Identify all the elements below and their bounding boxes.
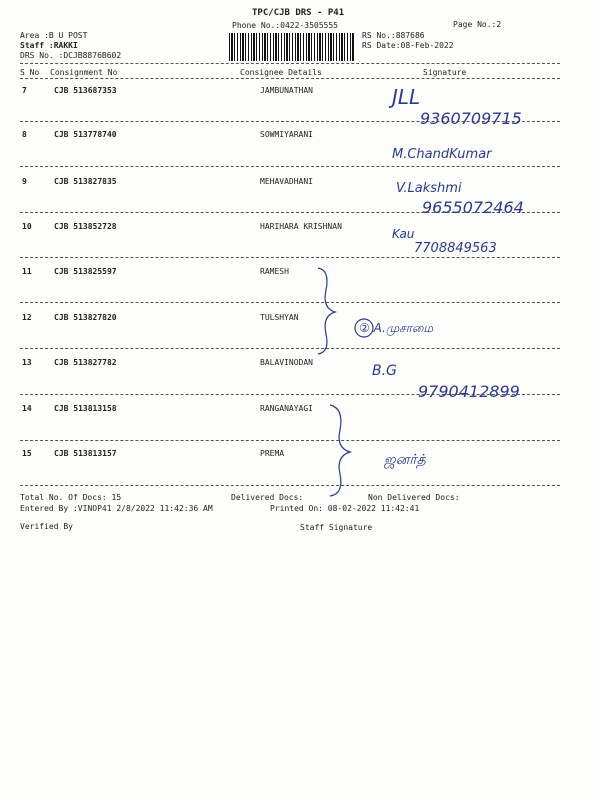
table-row — [0, 449, 600, 495]
row-sno: 14 — [22, 404, 32, 413]
row-divider — [20, 166, 560, 167]
row-consignment: CJB 513827782 — [54, 358, 117, 367]
row-consignee: RAMESH — [260, 267, 289, 276]
staff-signature: Staff Signature — [300, 523, 373, 532]
row-consignee: TULSHYAN — [260, 313, 299, 322]
barcode — [229, 33, 355, 61]
signature-row9-name: V.Lakshmi — [396, 181, 462, 196]
row-divider — [20, 348, 560, 349]
row-divider — [20, 212, 560, 213]
row-divider — [20, 121, 560, 122]
row-consignment: CJB 513827835 — [54, 177, 117, 186]
staff-label: Staff :RAKKI — [20, 41, 78, 50]
table-row — [0, 267, 600, 313]
signature-rows14-15: ஜனர்த் — [384, 452, 426, 468]
row-divider — [20, 302, 560, 303]
row-consignee: JAMBUNATHAN — [260, 86, 313, 95]
row-consignee: SOWMIYARANI — [260, 130, 313, 139]
area-label: Area :B U POST — [20, 31, 88, 40]
printed-on: Printed On: 08-02-2022 11:42:41 — [270, 504, 420, 513]
table-row — [0, 177, 600, 223]
row-divider — [20, 440, 560, 441]
row-consignment: CJB 513778740 — [54, 130, 117, 139]
column-header-sno: S No — [20, 68, 40, 77]
row-consignee: HARIHARA KRISHNAN — [260, 222, 342, 231]
column-header-divider — [20, 78, 560, 79]
table-row — [0, 313, 600, 359]
column-header-consignment: Consignment No — [50, 68, 118, 77]
signature-row7-name: JLL — [392, 85, 421, 109]
row-sno: 7 — [22, 86, 27, 95]
rs-number: RS No.:887686 — [362, 31, 425, 40]
row-sno: 11 — [22, 267, 32, 276]
header-divider — [20, 63, 560, 64]
signature-row13-name: B.G — [372, 363, 397, 379]
row-divider — [20, 485, 560, 486]
column-header-signature: Signature — [423, 68, 467, 77]
page-number: Page No.:2 — [453, 20, 502, 29]
row-sno: 13 — [22, 358, 32, 367]
row-consignment: CJB 513813157 — [54, 449, 117, 458]
table-row — [0, 222, 600, 268]
row-sno: 12 — [22, 313, 32, 322]
row-consignment: CJB 513813158 — [54, 404, 117, 413]
row-consignee: MEHAVADHANI — [260, 177, 313, 186]
document-title: TPC/CJB DRS - P41 — [252, 8, 345, 18]
table-row — [0, 358, 600, 404]
delivered-docs: Delivered Docs: — [231, 493, 304, 502]
verified-by: Verified By — [20, 522, 73, 531]
signature-row10-phone: 7708849563 — [414, 241, 497, 256]
drs-number: DRS No. :DCJB8876B602 — [20, 51, 122, 60]
rs-date: RS Date:08-Feb-2022 — [362, 41, 454, 50]
signature-row13-phone: 9790412899 — [418, 382, 520, 401]
row-divider — [20, 257, 560, 258]
row-sno: 10 — [22, 222, 32, 231]
row-consignee: RANGANAYAGI — [260, 404, 313, 413]
table-row — [0, 86, 600, 132]
row-consignment: CJB 513852728 — [54, 222, 117, 231]
signature-row7-phone: 9360709715 — [420, 109, 522, 128]
table-row — [0, 130, 600, 176]
entered-by: Entered By :VINOP41 2/8/2022 11:42:36 AM — [20, 504, 213, 513]
row-consignee: BALAVINODAN — [260, 358, 313, 367]
row-divider — [20, 394, 560, 395]
column-header-consignee: Consignee Details — [240, 68, 322, 77]
table-row — [0, 404, 600, 450]
row-consignment: CJB 513825597 — [54, 267, 117, 276]
signature-row8: M.ChandKumar — [392, 147, 492, 162]
row-sno: 8 — [22, 130, 27, 139]
row-consignment: CJB 513687353 — [54, 86, 117, 95]
row-consignment: CJB 513827820 — [54, 313, 117, 322]
signature-row9-phone: 9655072464 — [422, 198, 524, 217]
row-sno: 15 — [22, 449, 32, 458]
signature-rows11-12: ② A.முசாமை — [359, 321, 434, 335]
total-docs: Total No. Of Docs: 15 — [20, 493, 122, 502]
row-sno: 9 — [22, 177, 27, 186]
signature-row10-name: Kau — [392, 227, 415, 241]
non-delivered-docs: Non Delivered Docs: — [368, 493, 460, 502]
phone-number: Phone No.:0422-3505555 — [232, 21, 338, 30]
row-consignee: PREMA — [260, 449, 285, 458]
